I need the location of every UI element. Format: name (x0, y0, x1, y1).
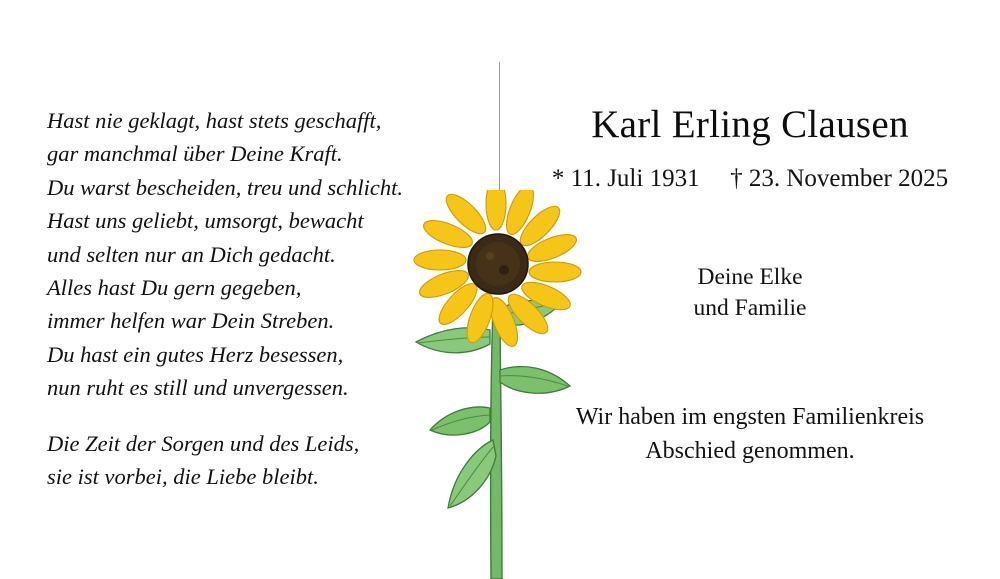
death-symbol: † (730, 165, 743, 192)
leaf (500, 367, 570, 394)
poem-line: Die Zeit der Sorgen und des Leids, (47, 430, 360, 456)
closing-line: Abschied genommen. (645, 438, 855, 464)
survivors-line: Deine Elke (697, 264, 803, 290)
poem-line: Du warst bescheiden, treu und schlicht. (47, 174, 403, 200)
poem-line: Hast nie geklagt, hast stets geschafft, (47, 108, 382, 133)
poem-line: Hast uns geliebt, umsorgt, bewacht (47, 208, 364, 234)
birth-date: 11. Juli 1931 (570, 165, 700, 192)
poem-line: und selten nur an Dich gedacht. (47, 241, 336, 267)
poem-line: immer helfen war Dein Streben. (47, 308, 335, 334)
deceased-name: Karl Erling Clausen (591, 103, 909, 146)
birth-symbol: * (551, 165, 565, 192)
death-date: 23. November 2025 (748, 165, 949, 192)
sunflower-illustration (390, 190, 620, 579)
survivors-line: und Familie (693, 295, 807, 321)
poem-line: Du hast ein gutes Herz besessen, (47, 341, 344, 367)
poem-line: sie ist vorbei, die Liebe bleibt. (47, 464, 319, 490)
poem-line: gar manchmal über Deine Kraft. (47, 141, 343, 167)
leaf (430, 407, 490, 435)
poem-line: nun ruht es still und unvergessen. (47, 375, 349, 401)
closing-line: Wir haben im engsten Familienkreis (575, 404, 925, 430)
poem-line: Alles hast Du gern gegeben, (47, 275, 302, 301)
